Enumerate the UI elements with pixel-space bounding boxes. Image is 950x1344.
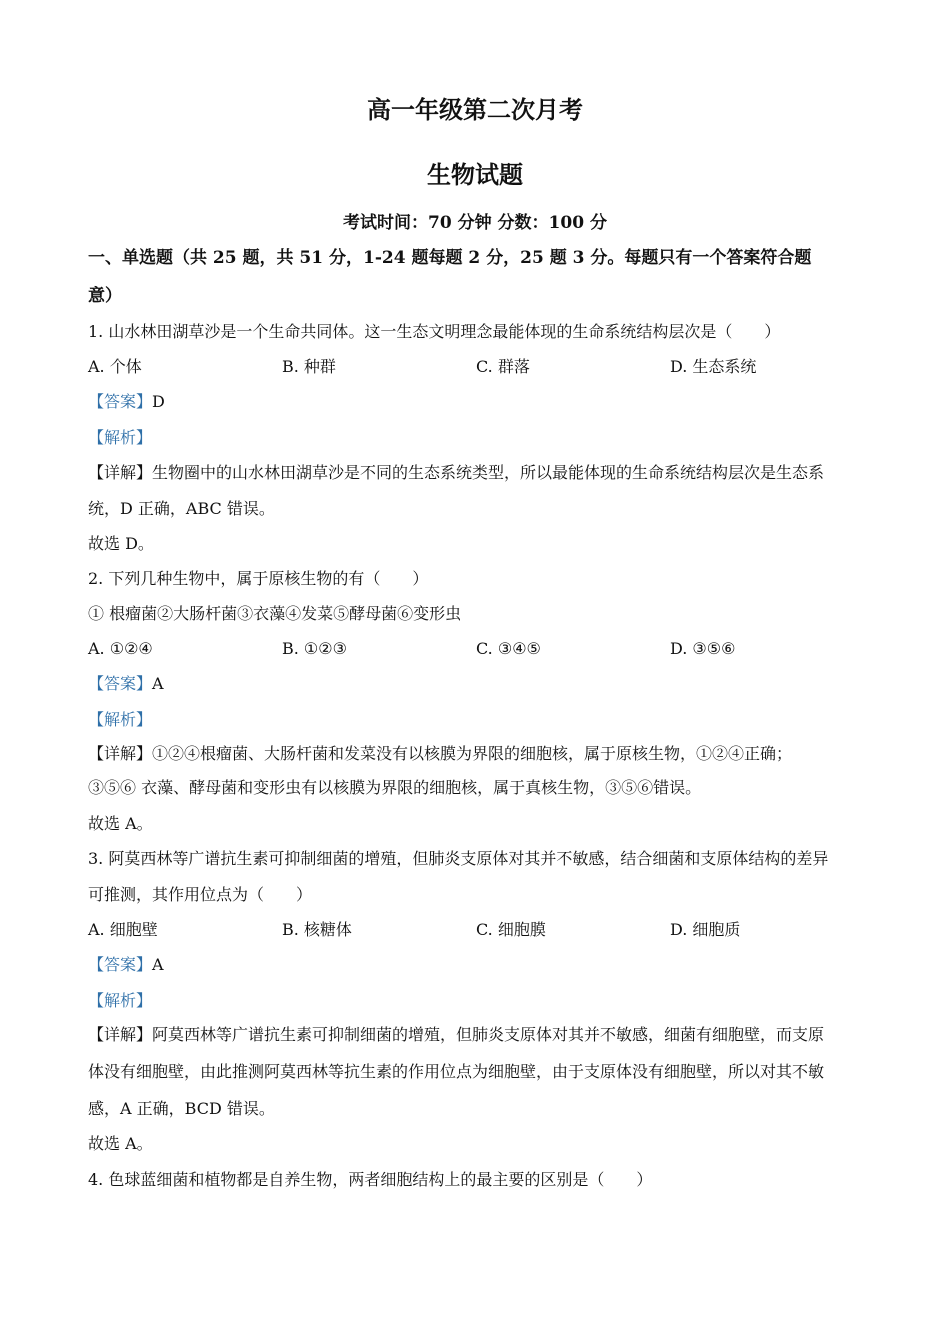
exam-title: 高一年级第二次月考 [367,95,583,124]
answer-tag: 【答案】 [88,955,153,974]
q3-option-c: C. 细胞膜 [476,920,546,939]
q4-stem: 4. 色球蓝细菌和植物都是自养生物，两者细胞结构上的最主要的区别是（ ） [88,1170,653,1189]
q2-stem: 2. 下列几种生物中，属于原核生物的有（ ） [88,569,429,588]
q3-detail-cont2: 感，A 正确，BCD 错误。 [88,1099,275,1118]
q3-answer-value: A [152,955,164,974]
q1-option-b: B. 种群 [282,357,336,376]
detail-tag: 【详解】 [88,1025,153,1044]
q2-answer-value: A [152,674,164,693]
q2-answer [88,672,868,696]
detail-tag: 【详解】 [88,744,153,763]
q3-option-d: D. 细胞质 [670,920,741,939]
q3-option-a: A. 细胞壁 [88,920,158,939]
q3-detail-text: 阿莫西林等广谱抗生素可抑制细菌的增殖，但肺炎支原体对其并不敏感，细菌有细胞壁，而支原 [152,1025,825,1044]
q3-answer [88,953,868,977]
q1-detail-cont: 统，D 正确，ABC 错误。 [88,499,275,518]
exam-info: 考试时间：70 分钟 分数：100 分 [343,213,607,233]
q3-conclusion: 故选 A。 [88,1134,153,1153]
q2-detail-text: ①②④根瘤菌、大肠杆菌和发菜没有以核膜为界限的细胞核，属于原核生物，①②④正确； [152,744,793,763]
q2-items: ① 根瘤菌②大肠杆菌③衣藻④发菜⑤酵母菌⑥变形虫 [88,604,462,623]
q2-detail [88,742,868,766]
q1-detail-text: 生物圈中的山水林田湖草沙是不同的生态系统类型，所以最能体现的生命系统结构层次是生态系 [152,463,825,482]
q3-detail [88,1023,868,1047]
answer-tag: 【答案】 [88,392,153,411]
detail-tag: 【详解】 [88,463,153,482]
q1-stem: 1. 山水林田湖草沙是一个生命共同体。这一生态文明理念最能体现的生命系统结构层次是（ ） [88,322,781,341]
q2-detail-cont: ③⑤⑥ 衣藻、酵母菌和变形虫有以核膜为界限的细胞核，属于真核生物，③⑤⑥错误。 [88,778,702,797]
q3-analysis-tag: 【解析】 [88,991,153,1010]
section-heading-cont: 意） [88,286,122,306]
q3-stem: 3. 阿莫西林等广谱抗生素可抑制细菌的增殖，但肺炎支原体对其并不敏感，结合细菌和支原体结构的差异 [88,849,829,868]
q1-option-c: C. 群落 [476,357,530,376]
section-heading: 一、单选题（共 25 题，共 51 分，1-24 题每题 2 分，25 题 3 分。每题只有一个答案符合题 [88,248,812,268]
q2-option-c: C. ③④⑤ [476,639,541,658]
q1-option-a: A. 个体 [88,357,142,376]
q1-detail [88,461,868,485]
q2-option-b: B. ①②③ [282,639,347,658]
q2-option-d: D. ③⑤⑥ [670,639,736,658]
q1-option-d: D. 生态系统 [670,357,757,376]
q1-analysis-tag: 【解析】 [88,428,153,447]
q1-answer [88,390,868,414]
q3-option-b: B. 核糖体 [282,920,352,939]
q1-conclusion: 故选 D。 [88,534,154,553]
q3-detail-cont: 体没有细胞壁，由此推测阿莫西林等抗生素的作用位点为细胞壁，由于支原体没有细胞壁，所以对其不敏 [88,1062,825,1081]
q3-stem-cont: 可推测，其作用位点为（ ） [88,885,313,904]
q1-answer-value: D [152,392,165,411]
answer-tag: 【答案】 [88,674,153,693]
q2-analysis-tag: 【解析】 [88,710,153,729]
subject-title: 生物试题 [427,160,523,189]
q2-conclusion: 故选 A。 [88,814,153,833]
q2-option-a: A. ①②④ [88,639,153,658]
